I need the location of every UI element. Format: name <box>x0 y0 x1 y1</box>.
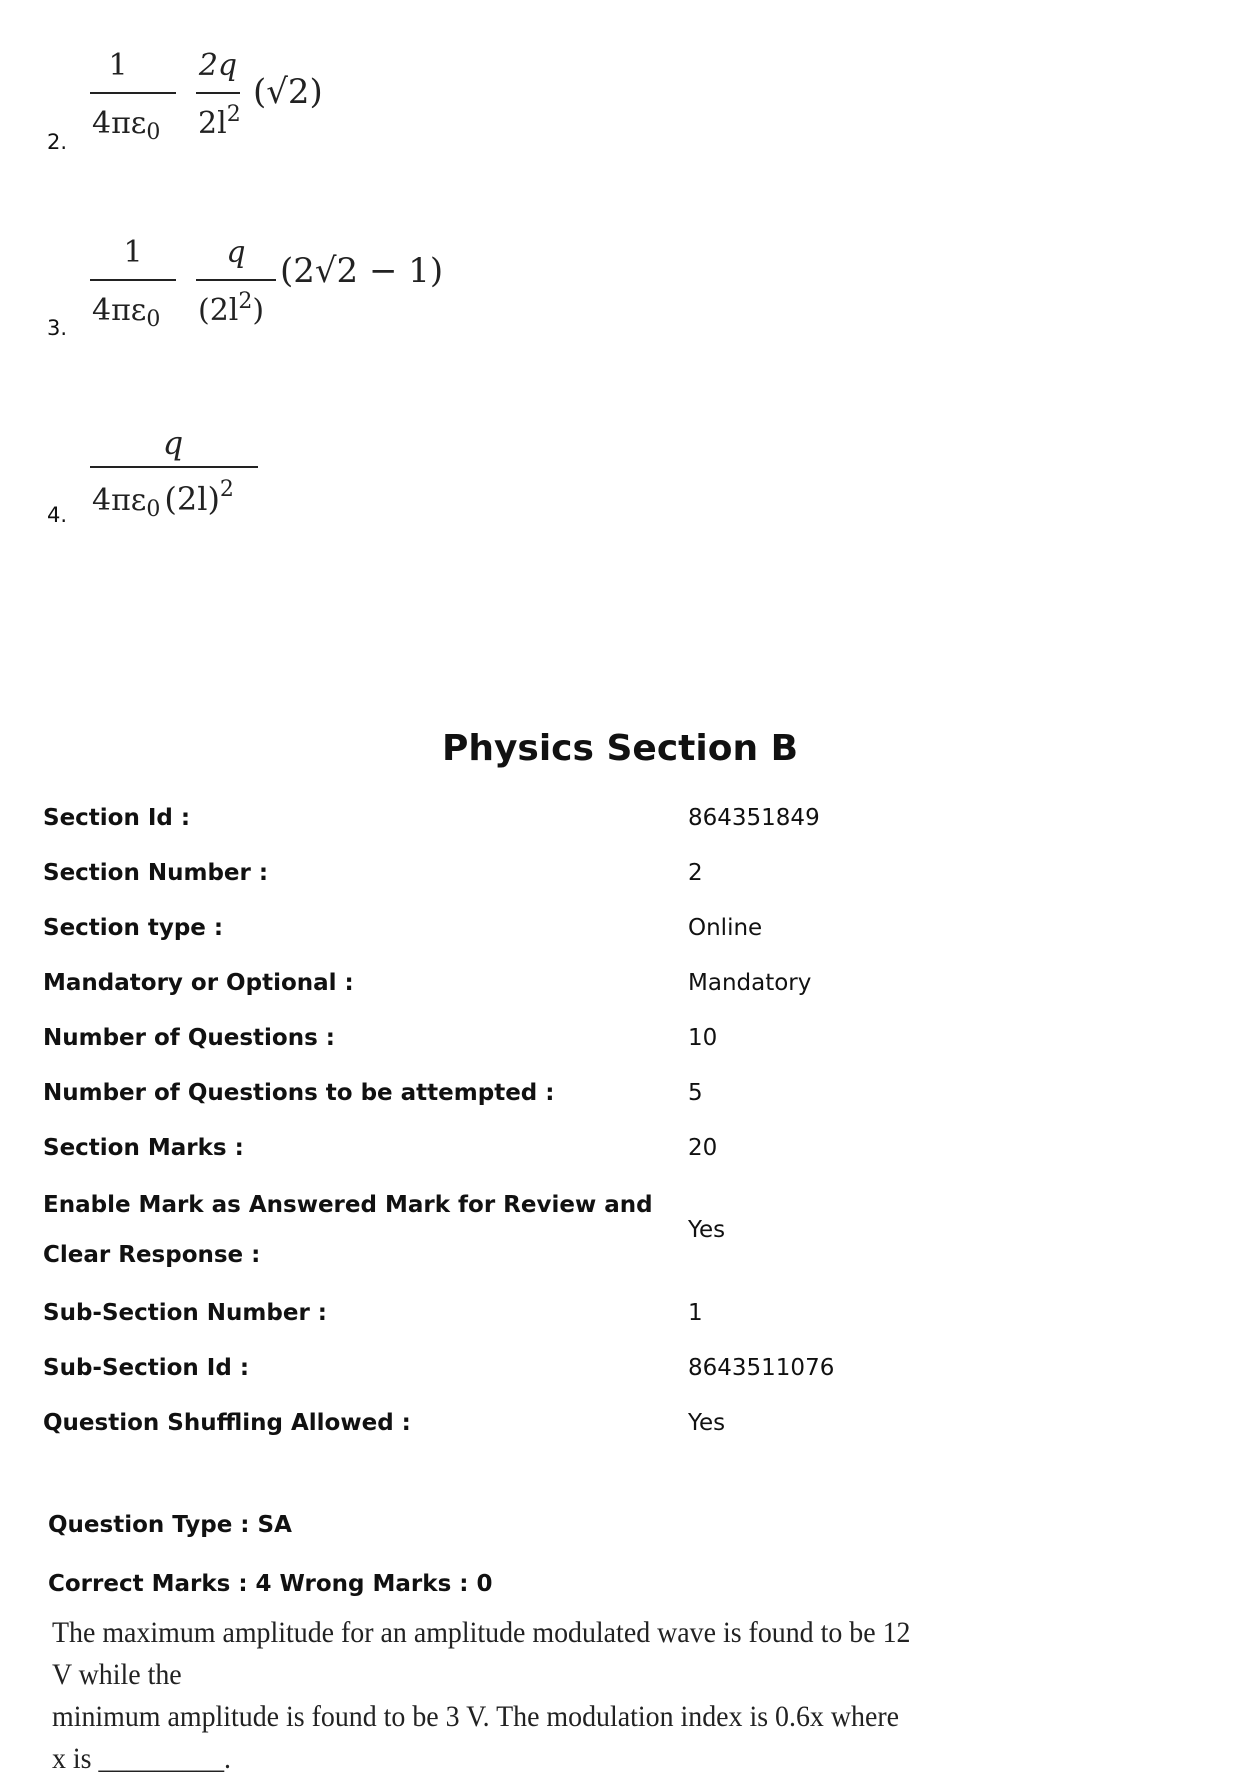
info-row <box>43 900 1193 955</box>
info-value: Online <box>688 914 763 941</box>
info-label: Section Id : <box>43 804 191 831</box>
info-label: Question Shuffling Allowed : <box>43 1409 411 1436</box>
info-row <box>43 1175 1193 1285</box>
info-row <box>43 955 1193 1010</box>
info-value: Yes <box>688 1217 726 1243</box>
info-value: Yes <box>688 1409 726 1436</box>
info-row <box>43 1395 1193 1450</box>
fraction-numerator: q <box>226 235 246 270</box>
fraction-denominator: $4\pi\varepsilon_0$ $(2l)^2$ <box>92 477 234 522</box>
info-row <box>43 1065 1193 1120</box>
option-2-formula <box>88 45 348 159</box>
formula-tail: (2√2 − 1) <box>280 251 444 291</box>
info-label: Enable Mark as Answered Mark for Review and Clear Response : <box>43 1192 653 1268</box>
info-row <box>43 1120 1193 1175</box>
question-type: Question Type : SA <box>48 1512 292 1538</box>
info-value: 8643511076 <box>688 1354 835 1381</box>
info-row <box>43 790 1193 845</box>
fraction-denominator: $2l^2$ <box>198 102 241 141</box>
formula-tail: (√2) <box>253 72 323 112</box>
info-label: Section type : <box>43 914 224 941</box>
info-label: Mandatory or Optional : <box>43 969 354 996</box>
option-4-formula <box>88 420 288 534</box>
info-row <box>43 1340 1193 1395</box>
info-row <box>43 1010 1193 1065</box>
option-3-formula <box>88 232 468 346</box>
section-title: Physics Section B <box>441 728 799 769</box>
info-label: Sub-Section Number : <box>43 1299 328 1326</box>
info-label: Section Marks : <box>43 1134 244 1161</box>
info-value: 1 <box>688 1299 703 1326</box>
info-value: 5 <box>688 1079 703 1106</box>
section-info-table <box>43 790 1193 1450</box>
info-label: Section Number : <box>43 859 269 886</box>
info-value: 2 <box>688 859 703 886</box>
info-row <box>43 845 1193 900</box>
fraction-numerator: 2q <box>198 48 238 83</box>
fraction-denominator: $4\pi\varepsilon_0$ <box>92 293 161 332</box>
option-number: 3. <box>47 316 68 340</box>
fraction-numerator: q <box>162 424 184 462</box>
info-label: Number of Questions : <box>43 1024 335 1051</box>
option-number: 4. <box>47 503 68 527</box>
info-label: Number of Questions to be attempted : <box>43 1079 555 1106</box>
info-label: Sub-Section Id : <box>43 1354 250 1381</box>
info-value: 20 <box>688 1134 718 1161</box>
option-number: 2. <box>47 130 68 154</box>
question-marks: Correct Marks : 4 Wrong Marks : 0 <box>48 1571 493 1597</box>
question-text-line: The maximum amplitude for an amplitude modulated wave is found to be 12 V while the <box>52 1616 911 1691</box>
fraction-numerator: 1 <box>108 48 128 83</box>
fraction-numerator: 1 <box>123 235 143 270</box>
info-value: 864351849 <box>688 804 820 831</box>
question-text-line: minimum amplitude is found to be 3 V. The modulation index is 0.6x where x is _________. <box>52 1700 900 1775</box>
info-value: Mandatory <box>688 969 812 996</box>
fraction-denominator: $4\pi\varepsilon_0$ <box>92 106 161 145</box>
info-row <box>43 1285 1193 1340</box>
fraction-denominator: $(2l^2)$ <box>198 289 265 328</box>
info-value: 10 <box>688 1024 718 1051</box>
